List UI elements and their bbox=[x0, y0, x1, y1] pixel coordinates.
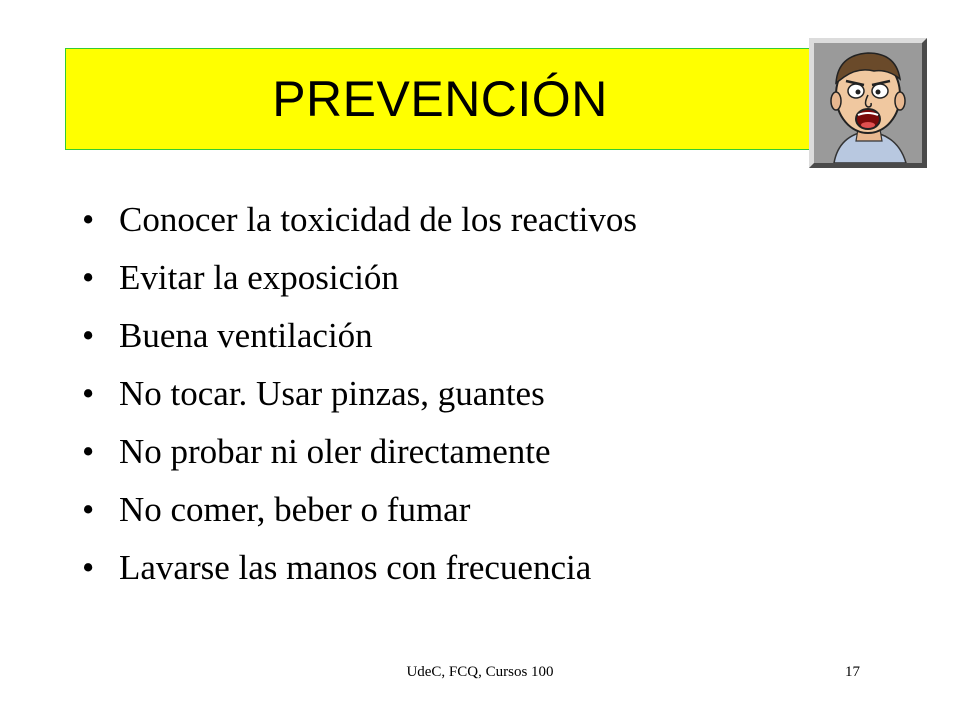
bullet-text: No tocar. Usar pinzas, guantes bbox=[119, 374, 545, 413]
bullet-item bbox=[82, 258, 637, 316]
bullet-item bbox=[82, 200, 637, 258]
bullet-text: No probar ni oler directamente bbox=[119, 432, 551, 471]
page-number: 17 bbox=[845, 664, 860, 680]
screaming-face-icon bbox=[809, 38, 927, 168]
bullet-list bbox=[82, 200, 637, 606]
bullet-text: Conocer la toxicidad de los reactivos bbox=[119, 200, 638, 239]
bullet-text: Buena ventilación bbox=[119, 316, 373, 355]
bullet-symbol: • bbox=[82, 258, 95, 297]
bullet-item bbox=[82, 374, 637, 432]
bullet-symbol: • bbox=[82, 316, 95, 355]
footer-text: UdeC, FCQ, Cursos 100 bbox=[406, 664, 554, 680]
bullet-symbol: • bbox=[82, 490, 95, 529]
slide-title: PREVENCIÓN bbox=[272, 71, 608, 127]
bullet-symbol: • bbox=[82, 374, 95, 413]
bullet-symbol: • bbox=[82, 200, 95, 239]
bullet-text: Evitar la exposición bbox=[119, 258, 399, 297]
bullet-text: Lavarse las manos con frecuencia bbox=[119, 548, 592, 587]
bullet-item bbox=[82, 432, 637, 490]
bullet-item bbox=[82, 490, 637, 548]
bullet-symbol: • bbox=[82, 548, 95, 587]
bullet-symbol: • bbox=[82, 432, 95, 471]
bullet-item bbox=[82, 548, 637, 606]
bullet-item bbox=[82, 316, 637, 374]
bullet-text: No comer, beber o fumar bbox=[119, 490, 471, 529]
